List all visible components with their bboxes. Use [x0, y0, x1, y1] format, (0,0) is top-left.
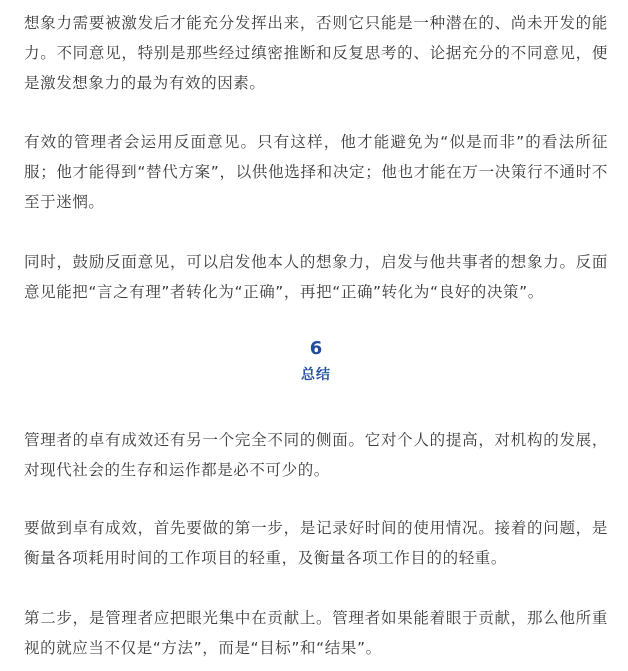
- paragraph-summary-step-one: 要做到卓有成效，首先要做的第一步，是记录好时间的使用情况。接着的问题，是衡量各项耗用时间的工作项目的轻重，及衡量各项工作目的的轻重。: [24, 519, 608, 567]
- paragraph-imagination: 想象力需要被激发后才能充分发挥出来，否则它只能是一种潜在的、尚未开发的能力。不同意见，特别是那些经过缜密推断和反复思考的、论据充分的不同意见，便是激发想象力的最为有效的因素。: [24, 14, 608, 92]
- paragraph-summary-step-two: 第二步，是管理者应把眼光集中在贡献上。管理者如果能着眼于贡献，那么他所重视的就应当不仅是“方法”，而是“目标”和“结果”。: [24, 609, 608, 657]
- paragraph-opposing-views: 有效的管理者会运用反面意见。只有这样，他才能避免为“似是而非”的看法所征服；他才能得到“替代方案”，以供他选择和决定；他也才能在万一决策行不通时不至于迷惘。: [24, 133, 608, 211]
- paragraph-encourage-dissent: 同时，鼓励反面意见，可以启发他本人的想象力，启发与他共事者的想象力。反面意见能把“言之有理”者转化为“正确”，再把“正确”转化为“良好的决策”。: [24, 253, 608, 301]
- section-number: 6: [309, 338, 323, 359]
- section-title: 总结: [301, 367, 331, 383]
- section-heading: [24, 336, 608, 388]
- paragraph-summary-intro: 管理者的卓有成效还有另一个完全不同的侧面。它对个人的提高，对机构的发展，对现代社会的生存和运作都是必不可少的。: [24, 431, 608, 479]
